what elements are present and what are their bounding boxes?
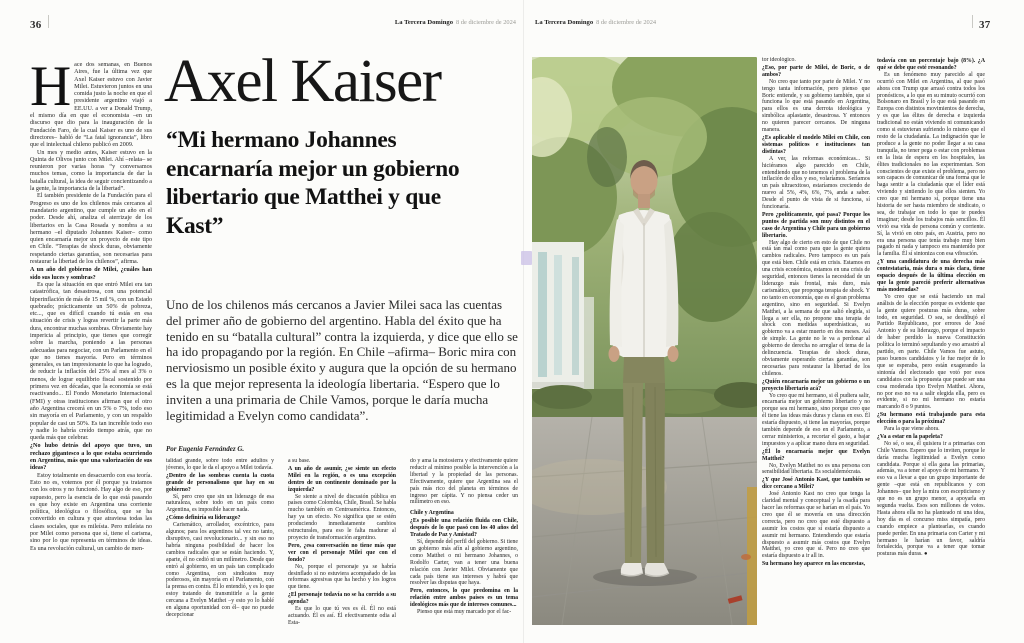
interview-question: ¿Cómo definiría su liderazgo? — [166, 515, 241, 522]
interview-question: ¿Él lo encarnaría mejor que Evelyn Matthei? — [762, 448, 870, 462]
article-paragraph: No, Evelyn Matthei no es una persona con sensibilidad libertaria. Es socialdemócrata. — [762, 462, 870, 476]
article-column-6 — [877, 57, 985, 641]
article-paragraph: Hace dos semanas, en Buenos Aires, fue la última vez que Axel Kaiser estuvo con Javier Milei. Estuvieron juntos en una comida justo la noche en que el presidente argentino viajó a EE.UU. a ver a Donald Trump, el mismo día en que el economista –en un discurso que dio para la inauguración de la Fundación Faro, de la cual Kaiser es uno de sus directores– habló de “La fatal ignorancia”, libro que el intelectual chileno publicó en 2009. — [30, 62, 152, 149]
article-paragraph: A ver, las reformas económicas... Si hiciéramos algo parecido en Chile, entendiendo que no tenemos el problema de la inflación de ellos y eso, volaríamos. Seríamos un país ultraexitoso, estaríamos creciendo de nuevo al 5%, 4%, 6%, 7%, anda a saber. Desde el punto de vista de si funciona, sí funcionaría. — [762, 155, 870, 211]
article-paragraph: José Antonio Kast no creo que tenga la claridad mental y conceptual y la osadía para hacer las reformas que se harían en el país. Yo creo que él se movería en una dirección correcta, pero no creo que esté dispuesto a asumir los costos que sí estaría dispuesto a asumir mi hermano. Entendiendo que estaría dispuesto a asumir más costos que Evelyn Matthei, yo creo que sí. Pero no creo que estaría dispuesto a ir all in. — [762, 491, 870, 560]
article-paragraph: Sí, pero creo que sin un liderazgo de esa naturaleza, sobre todo en un país como Argentina, es imposible hacer nada. — [166, 493, 274, 514]
right-page-number: 37 — [979, 19, 991, 31]
publication-date: 8 de diciembre de 2024 — [456, 19, 516, 26]
article-paragraph: No creo que tanto por parte de Milei. Y no tengo tanta información, pero pienso que Boric entiende, y su gobierno también, que si funciona lo que está pasando en Argentina, para ellos es una derrota ideológica y simbólica aplastante, desastrosa. Y entonces no quieren parecer cercanos. De ninguna manera. — [762, 78, 870, 134]
left-page-number: 36 — [30, 19, 42, 31]
interview-question: ¿El personaje todavía no se ha corrido a su agenda? — [288, 592, 396, 606]
interview-question: ¿Es aplicable el modelo Milei en Chile, con sistemas políticos e instituciones tan distintas? — [762, 134, 870, 155]
drop-cap: H — [30, 62, 72, 118]
article-paragraph: Carismático, arrollador, excéntrico, para algunos; para los argentinos tal vez no tanto, disruptivo, casi revolucionario... y sin eso no habría ninguna posibilidad de hacer los cambios radicales que se están haciendo. Y, aparte, él no cedió ni un milímetro. Desde que entró al gobierno, en un país tan complicado como Argentina, con sindicatos muy poderosos, sin mayoría en el Parlamento, con la prensa en contra. Él lo entendió, y es lo que estoy tratando de transmitirle a la gente cercana a Evelyn Matthei –y esto yo lo hablé en alguna oportunidad con él– que no puede decepcionar — [166, 522, 274, 618]
interview-question: Pero, entonces, lo que predomina en la relación entre ambos países es un tema ideológicos más que de intereses comunes... — [410, 588, 518, 609]
article-paragraph: Para la que viene ahora. — [884, 426, 940, 433]
interview-question: Pero, ¿esa conversación no tiene más que ver con el personaje Milei que con el fondo? — [288, 542, 396, 563]
byline: Por Eugenia Fernández G. — [166, 445, 245, 453]
article-paragraph: Hay algo de cierto en esto de que Chile no está tan mal como para que la gente quiera cambios radicales. Pero tampoco es un país que está bien. Chile está en crisis. Estamos en una crisis económica, estamos en una crisis de seguridad, entonces tienes la necesidad de un liderazgo más frontal, más duro, más carismático, que proponga terapia de shock. Y no tanto en economía, que es el gran problema argentino, sino en seguridad. Si Evelyn Matthei, a la semana de que salió elegida, si llega a ser ella, no propone una terapia de shock con medidas superdrásticas, su gobierno va a estar muerto en dos meses. Así de simple. La gente no le va a perdonar al gobierno de derecha no arreglar el tema de la delincuencia. Terapias de shock duras, obviamente esperando ciertas garantías, son necesarias para restaurar la libertad de los chilenos. — [762, 239, 870, 377]
publication-date: 8 de diciembre de 2024 — [596, 19, 657, 26]
person-neck — [638, 194, 650, 208]
section-header: Chile y Argentina — [410, 510, 454, 517]
publication-name: La Tercera Domingo — [394, 19, 454, 26]
article-paragraph: talidad grande, sobre todo entre adultos y jóvenes, lo que le da el apoyo a Milei todavía. — [166, 458, 274, 471]
interview-question: ¿Quién encarnaría mejor un gobierno o un proyecto libertario acá? — [762, 378, 870, 392]
article-paragraph: Es un fenómeno muy parecido al que ocurrió con Milei en Argentina, al que pasó ahora con Trump que arrasó contra todos los pronósticos, a lo que en su minuto ocurrió con Bolsonaro en Brasil y lo que está pasando en Europa con distintos movimientos de derecha, y es que las élites de derecha e izquierda tradicional no están viviendo ni comunicando como si estuvieran sufriendo lo mismo que el resto de la ciudadanía. La indignación que le produce a la gente no poder llegar a su casa tranquila, no tener pega o estar con problemas en la lista de espera en los hospitales, las élites tradicionales no las experimentan. Son conscientes de que existe el problema, pero no son capaces de comunicar de una forma que le haga sentir a la ciudadanía que el líder está viviendo y sintiendo lo que ellos sienten. Yo creo que mi hermano sí, porque tiene una historia de ser hasta miembro de sindicato, o sea, de trabajar en todo lo que te puedes imaginar; desde los trabajos más sencillos. Él vivió esa vida de persona común y corriente. Sí, la vivió en otro país, en Austria, pero no era una persona que tenía trabajo muy bien pagado ni nada y tampoco era mantenido por la familia. Él sí sintoniza con esa vibración. — [877, 71, 985, 258]
header-rule — [972, 15, 973, 28]
article-column-1 — [30, 62, 152, 640]
person-hand-left — [609, 346, 620, 362]
article-paragraph: tor ideológico. — [762, 57, 796, 63]
article-paragraph: Yo creo que mi hermano, si él pudiera salir, encarnaría mejor un gobierno libertario y no porque sea mi hermano, sino porque creo que él tiene las ideas más duras y claras en eso. Él estaría dispuesto, si tiene las mayorías, porque también depende de eso en el Parlamento, a cerrar ministerios, a recortar el gasto, a bajar impuestos y a aplicar mano dura en seguridad. — [762, 392, 870, 447]
interview-question: A un año de asumir, ¿se siente un efecto Milei en la región, o es una excepción dentro de un continente dominado por la izquierda? — [288, 465, 396, 493]
publication-name: La Tercera Domingo — [535, 19, 594, 26]
photo-illustration — [532, 57, 757, 625]
interview-question: ¿Y una candidatura de una derecha más contestataria, más dura o más clara, tiene espacio después de la última elección en que la gente pareció preferir alternativas más moderadas? — [877, 259, 985, 293]
interview-question: A un año del gobierno de Milei, ¿cuáles han sido sus luces y sombras? — [30, 267, 152, 281]
right-page-masthead — [535, 19, 656, 26]
interview-question: ¿Va a estar en la papeleta? — [877, 433, 943, 440]
article-paragraph: Se siente a nivel de discusión pública en países como Colombia, Chile, Brasil. Se habla mucho también en Centroamérica. Entonces, hay ya un efecto. No significa que se estén produciendo inmediatamente cambios estructurales, para eso le falta madurar al proyecto de transformación argentino. — [288, 493, 396, 541]
page-artifact — [521, 251, 532, 265]
article-paragraph: Es que la situación en que entró Milei era tan catastrófica, tan desastrosa, con una potencial hiperinflación de más de 15 mil %, con un Estado quebrado; prácticamente un 50% de pobreza, etc..., que es difícil cuando tú estás en esa situación de crisis y logras revertir la parte más dura, encontrar muchas sombras. Obviamente hay impericia al principio, que tienes que corregir sobre la marcha, poniendo a las personas adecuadas para negociar, con un Parlamento en el que no tienes mayoría. Pero en términos generales, es tan impresionante lo que ha logrado, de reducir la inflación del 25% al mes al 3% o menos, de lograr equilibrio fiscal sostenido por primera vez en décadas, que la economía se está reactivando... El Fondo Monetario Internacional (FMI) y otras instituciones afirman que el otro año Argentina crecerá en un 5% o 7%, todo eso sin mayoría en el Parlamento, y con un respaldo popular de casi un 50%. Es tan increíble todo eso y nadie lo habría creído tiempo atrás, que no queda más que celebrar. — [30, 281, 152, 442]
interview-question: ¿Su hermano está trabajando para esta elección o para la próxima? — [877, 412, 985, 426]
photo-ground-pavement — [532, 417, 757, 625]
article-title: Axel Kaiser — [164, 48, 441, 115]
person-hand-right — [668, 346, 679, 362]
article-paragraph: No, porque el personaje ya se habría desinflado si no estuviera acompañado de las reformas agresivas que ha hecho y los logros que tiene. — [288, 563, 396, 591]
right-page-header — [972, 15, 991, 31]
interview-question: todavía con un porcentaje bajo (8%). ¿A qué se debe que esté resonando? — [877, 58, 985, 71]
article-column-3 — [288, 458, 396, 640]
interview-question: ¿Dentro de las sombras cuenta la cuota grande de personalismo que hay en su gobierno? — [166, 472, 274, 493]
interview-question: ¿Y que José Antonio Kast, que también se dice cercano a Milei? — [762, 477, 870, 491]
interview-question: ¿Eso, por parte de Milei, de Boric, o de ambos? — [762, 64, 870, 78]
article-paragraph: Es que lo que tú ves es él. Él no está actuando. Él es así. Él efectivamente odia al Esta- — [288, 606, 396, 626]
article-intro: Uno de los chilenos más cercanos a Javier Milei saca las cuentas del primer año de gobierno del argentino. Habla del éxito que ha tenido en su “batalla cultural” contra la izquierda, y dice que ello se ha ido propagando por la región. En Chile –afirma– Boric mira con nerviosismo un posible éxito y augura que la opción de su hermano es la que mejor representa la ideología libertaria. “Espero que lo inviten a una primaria de Chile Vamos, porque le daría mucha legitimidad a Evelyn como candidata”. — [166, 297, 518, 423]
article-paragraph: Yo creo que se está haciendo un mal análisis de la elección porque es evidente que la gente quiere posturas más duras, sobre todo, en seguridad. O sea, se desdibujó el Partido Republicano, por errores de José Antonio y de su liderazgo, porque el impacto de haber perdido la nueva Constitución política lo terminó sepultando y eso arrastró al partido, en parte. Chile Vamos fue astuto, puso buenos candidatos y le fue mejor de lo que se esperaba, pero están exagerando la sintonía del electorado que votó por esos candidatos con la propuesta que puede ser una cosa moderada tipo Evelyn Matthei. Ahora, no por eso no va a salir elegida ella, pero es evidente, si no mi hermano no estaría marcando 8 o 9 puntos. — [877, 293, 985, 411]
interview-question: Pero ¿políticamente, qué pasa? Porque los puntos de partida son muy distintos en el caso de Argentina y Chile para un gobierno libertario. — [762, 211, 870, 239]
article-paragraph: Pienso que está muy marcado por el fac- — [417, 609, 512, 616]
photo-axel-kaiser — [532, 57, 757, 625]
article-paragraph: Un mes y medio antes, Kaiser estuvo en la Quinta de Olivos junto con Milei. Ahí –relata– se reunieron por varias horas “y conversamos muchos temas, como la importancia de dar la batalla cultural, la idea de seguir concientizando a la gente, la importancia de la libertad”. — [30, 149, 152, 193]
interview-question: ¿No hubo detrás del apoyo que tuvo, un rechazo gigantesco a lo que estaba ocurriendo en Argentina, más que una valorización de sus ideas? — [30, 443, 152, 472]
left-page-masthead — [300, 19, 516, 26]
article-column-2 — [166, 458, 274, 640]
pull-quote: “Mi hermano Johannes encarnaría mejor un gobierno libertario que Matthei y que Kast” — [166, 127, 460, 239]
article-paragraph: No sé, o sea, él quisiera ir a primarias con Chile Vamos. Espero que lo inviten, porque le daría mucha legitimidad a Evelyn como candidata. Porque si ella gana las primarias, además, va a tener el apoyo de mi hermano. Y eso va a llevar a que un grupo importante de gente –que está en republicanos y con Johannes– que hoy la mira con escepticismo y que no es un grupo menor, a apoyarla en segunda vuelta. Esos son millones de votos. Hasta ahora ella no ha planteado ni una idea, hoy día es el concurso miss simpatía, pero cuando empiece a plantearlas, es cuando puede perder. En una primaria con Carter y mi hermano le harían un favor, saldría fortalecida, porque va a tener que tomar posturas más duras. ● — [877, 440, 985, 558]
article-column-5 — [762, 57, 870, 641]
person-pants-waist — [623, 357, 665, 383]
article-paragraph: El también presidente de la Fundación para el Progreso es uno de los chilenos más cercanos al mandatario argentino, que cumple un año en el poder. Desde ahí, analiza el aterrizaje de los libertarios en la Casa Rosada y nombra a su hermano –el diputado Johannes Kaiser– como quien encarnaría mejor un proyecto de este tipo en Chile. “Terapias de shock duras, obviamente respetando ciertas garantías, son necesarias para restaurar la libertad de los chilenos”, afirma. — [30, 193, 152, 266]
header-rule — [48, 15, 49, 28]
article-paragraph: a su base. — [288, 458, 311, 464]
article-paragraph: Estoy totalmente en desacuerdo con esa teoría. Esto no es, votemos por él porque ya tratamos con los otros y no funcionó. Hay algo de eso, por supuesto, pero la esencia de lo que está pasando es que hoy existe en Argentina una corriente política, ideológica o filosófica, que se ha convertido en cultura y que atraviesa todas las clases sociales, que es mileísta. Pero mileísta no por Milei como persona que sí, tiene el carisma, sino por lo que representa en términos de ideas. Es una revolución cultural, un cambio de men- — [30, 472, 152, 552]
left-page-header — [30, 15, 49, 31]
interview-question: Su hermano hoy aparece en las encuestas, — [762, 561, 866, 568]
article-paragraph: do y ama la motosierra y efectivamente quiere reducir al mínimo posible la intervención a la libertad y la propiedad de las personas. Efectivamente, quiere que Argentina sea el país más rico del planeta en términos de ingreso per cápita. Y no piensa ceder un milímetro en eso. — [410, 458, 518, 506]
article-paragraph: Sí, depende del perfil del gobierno. Si tiene un gobierno más afín al gobierno argentino, como Matthei o mi hermano Johannes, o Rodolfo Carter, van a tener una buena relación con Javier Milei. Obviamente que cada país tiene sus intereses y habrá que resolver las disputas que haya. — [410, 538, 518, 587]
interview-question: ¿Es posible una relación fluida con Chile, después de lo que pasó con los 40 años del Tratado de Paz y Amistad? — [410, 518, 518, 539]
article-column-4 — [410, 458, 518, 640]
